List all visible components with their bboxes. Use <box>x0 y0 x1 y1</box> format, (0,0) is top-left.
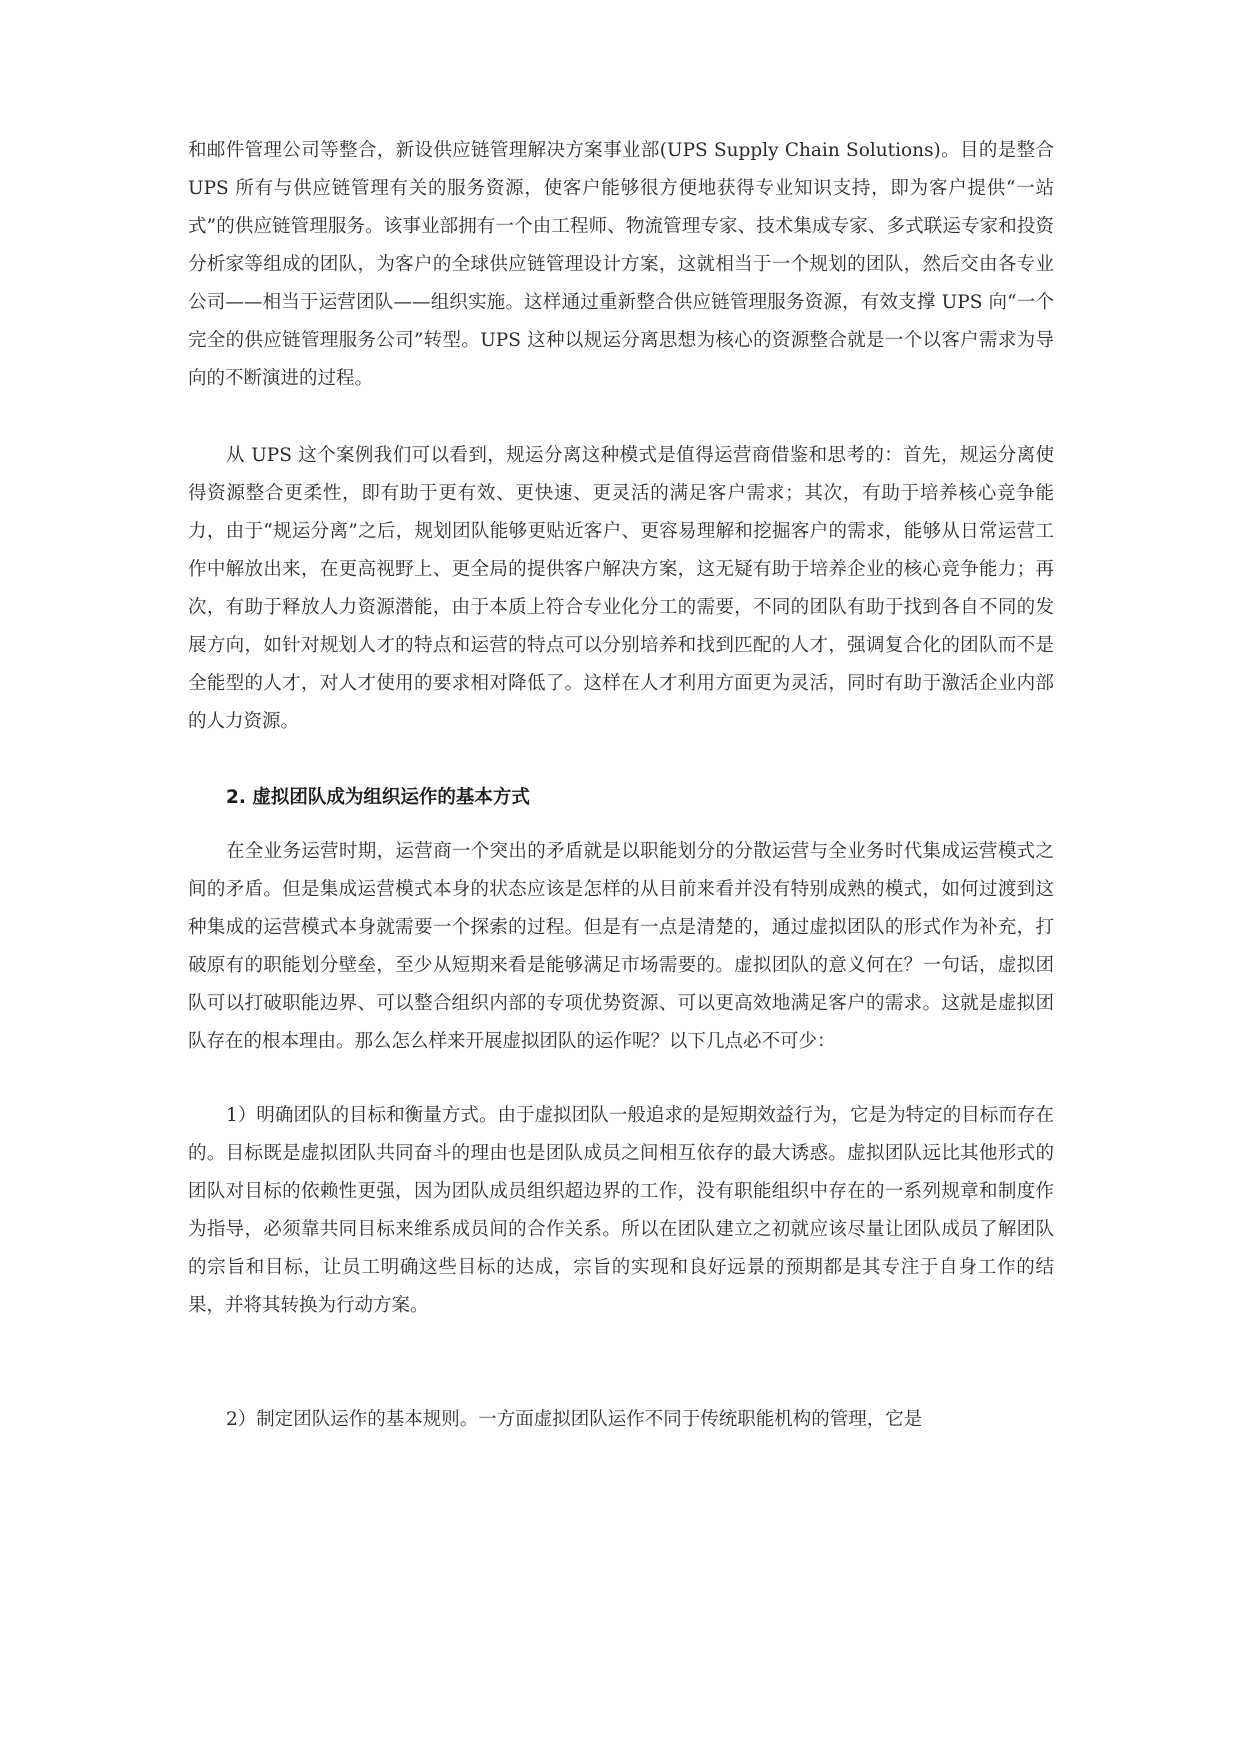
body-paragraph-2: 从 UPS 这个案例我们可以看到，规运分离这种模式是值得运营商借鉴和思考的：首先，规运分离使得资源整合更柔性，即有助于更有效、更快速、更灵活的满足客户需求；其次，有助于培养核心竞争能力，由于“规运分离”之后，规划团队能够更贴近客户、更容易理解和挖掘客户的需求，能够从日常运营工作中解放出来，在更高视野上、更全局的提供客户解决方案，这无疑有助于培养企业的核心竞争能力；再次，有助于释放人力资源潜能，由于本质上符合专业化分工的需要，不同的团队有助于找到各自不同的发展方向，如针对规划人才的特点和运营的特点可以分别培养和找到匹配的人才，强调复合化的团队而不是全能型的人才，对人才使用的要求相对降低了。这样在人才利用方面更为灵活，同时有助于激活企业内部的人力资源。 <box>188 445 1054 732</box>
section-heading: 2. 虚拟团队成为组织运作的基本方式 <box>226 787 530 808</box>
list-item-2: 2）制定团队运作的基本规则。一方面虚拟团队运作不同于传统职能机构的管理，它是 <box>226 1409 923 1430</box>
body-paragraph-1: 和邮件管理公司等整合，新设供应链管理解决方案事业部(UPS Supply Chain Solutions)。目的是整合 UPS 所有与供应链管理有关的服务资源，使客户能够很方便地获得专业知识支持，即为客户提供“一站式”的供应链管理服务。该事业部拥有一个由工程师、物流管理专家、技术集成专家、多式联运专家和投资分析家等组成的团队，为客户的全球供应链管理设计方案，这就相当于一个规划的团队，然后交由各专业公司——相当于运营团队——组织实施。这样通过重新整合供应链管理服务资源，有效支撑 UPS 向“一个完全的供应链管理服务公司”转型。UPS 这种以规运分离思想为核心的资源整合就是一个以客户需求为导向的不断演进的过程。 <box>188 140 1054 389</box>
body-paragraph-3: 在全业务运营时期，运营商一个突出的矛盾就是以职能划分的分散运营与全业务时代集成运营模式之间的矛盾。但是集成运营模式本身的状态应该是怎样的从目前来看并没有特别成熟的模式，如何过渡到这种集成的运营模式本身就需要一个探索的过程。但是有一点是清楚的，通过虚拟团队的形式作为补充，打破原有的职能划分壁垒，至少从短期来看是能够满足市场需要的。虚拟团队的意义何在？一句话，虚拟团队可以打破职能边界、可以整合组织内部的专项优势资源、可以更高效地满足客户的需求。这就是虚拟团队存在的根本理由。那么怎么样来开展虚拟团队的运作呢？以下几点必不可少： <box>188 841 1054 1052</box>
list-item-1: 1）明确团队的目标和衡量方式。由于虚拟团队一般追求的是短期效益行为，它是为特定的目标而存在的。目标既是虚拟团队共同奋斗的理由也是团队成员之间相互依存的最大诱惑。虚拟团队远比其他形式的团队对目标的依赖性更强，因为团队成员组织超边界的工作，没有职能组织中存在的一系列规章和制度作为指导，必须靠共同目标来维系成员间的合作关系。所以在团队建立之初就应该尽量让团队成员了解团队的宗旨和目标，让员工明确这些目标的达成，宗旨的实现和良好远景的预期都是其专注于自身工作的结果，并将其转换为行动方案。 <box>188 1105 1054 1316</box>
